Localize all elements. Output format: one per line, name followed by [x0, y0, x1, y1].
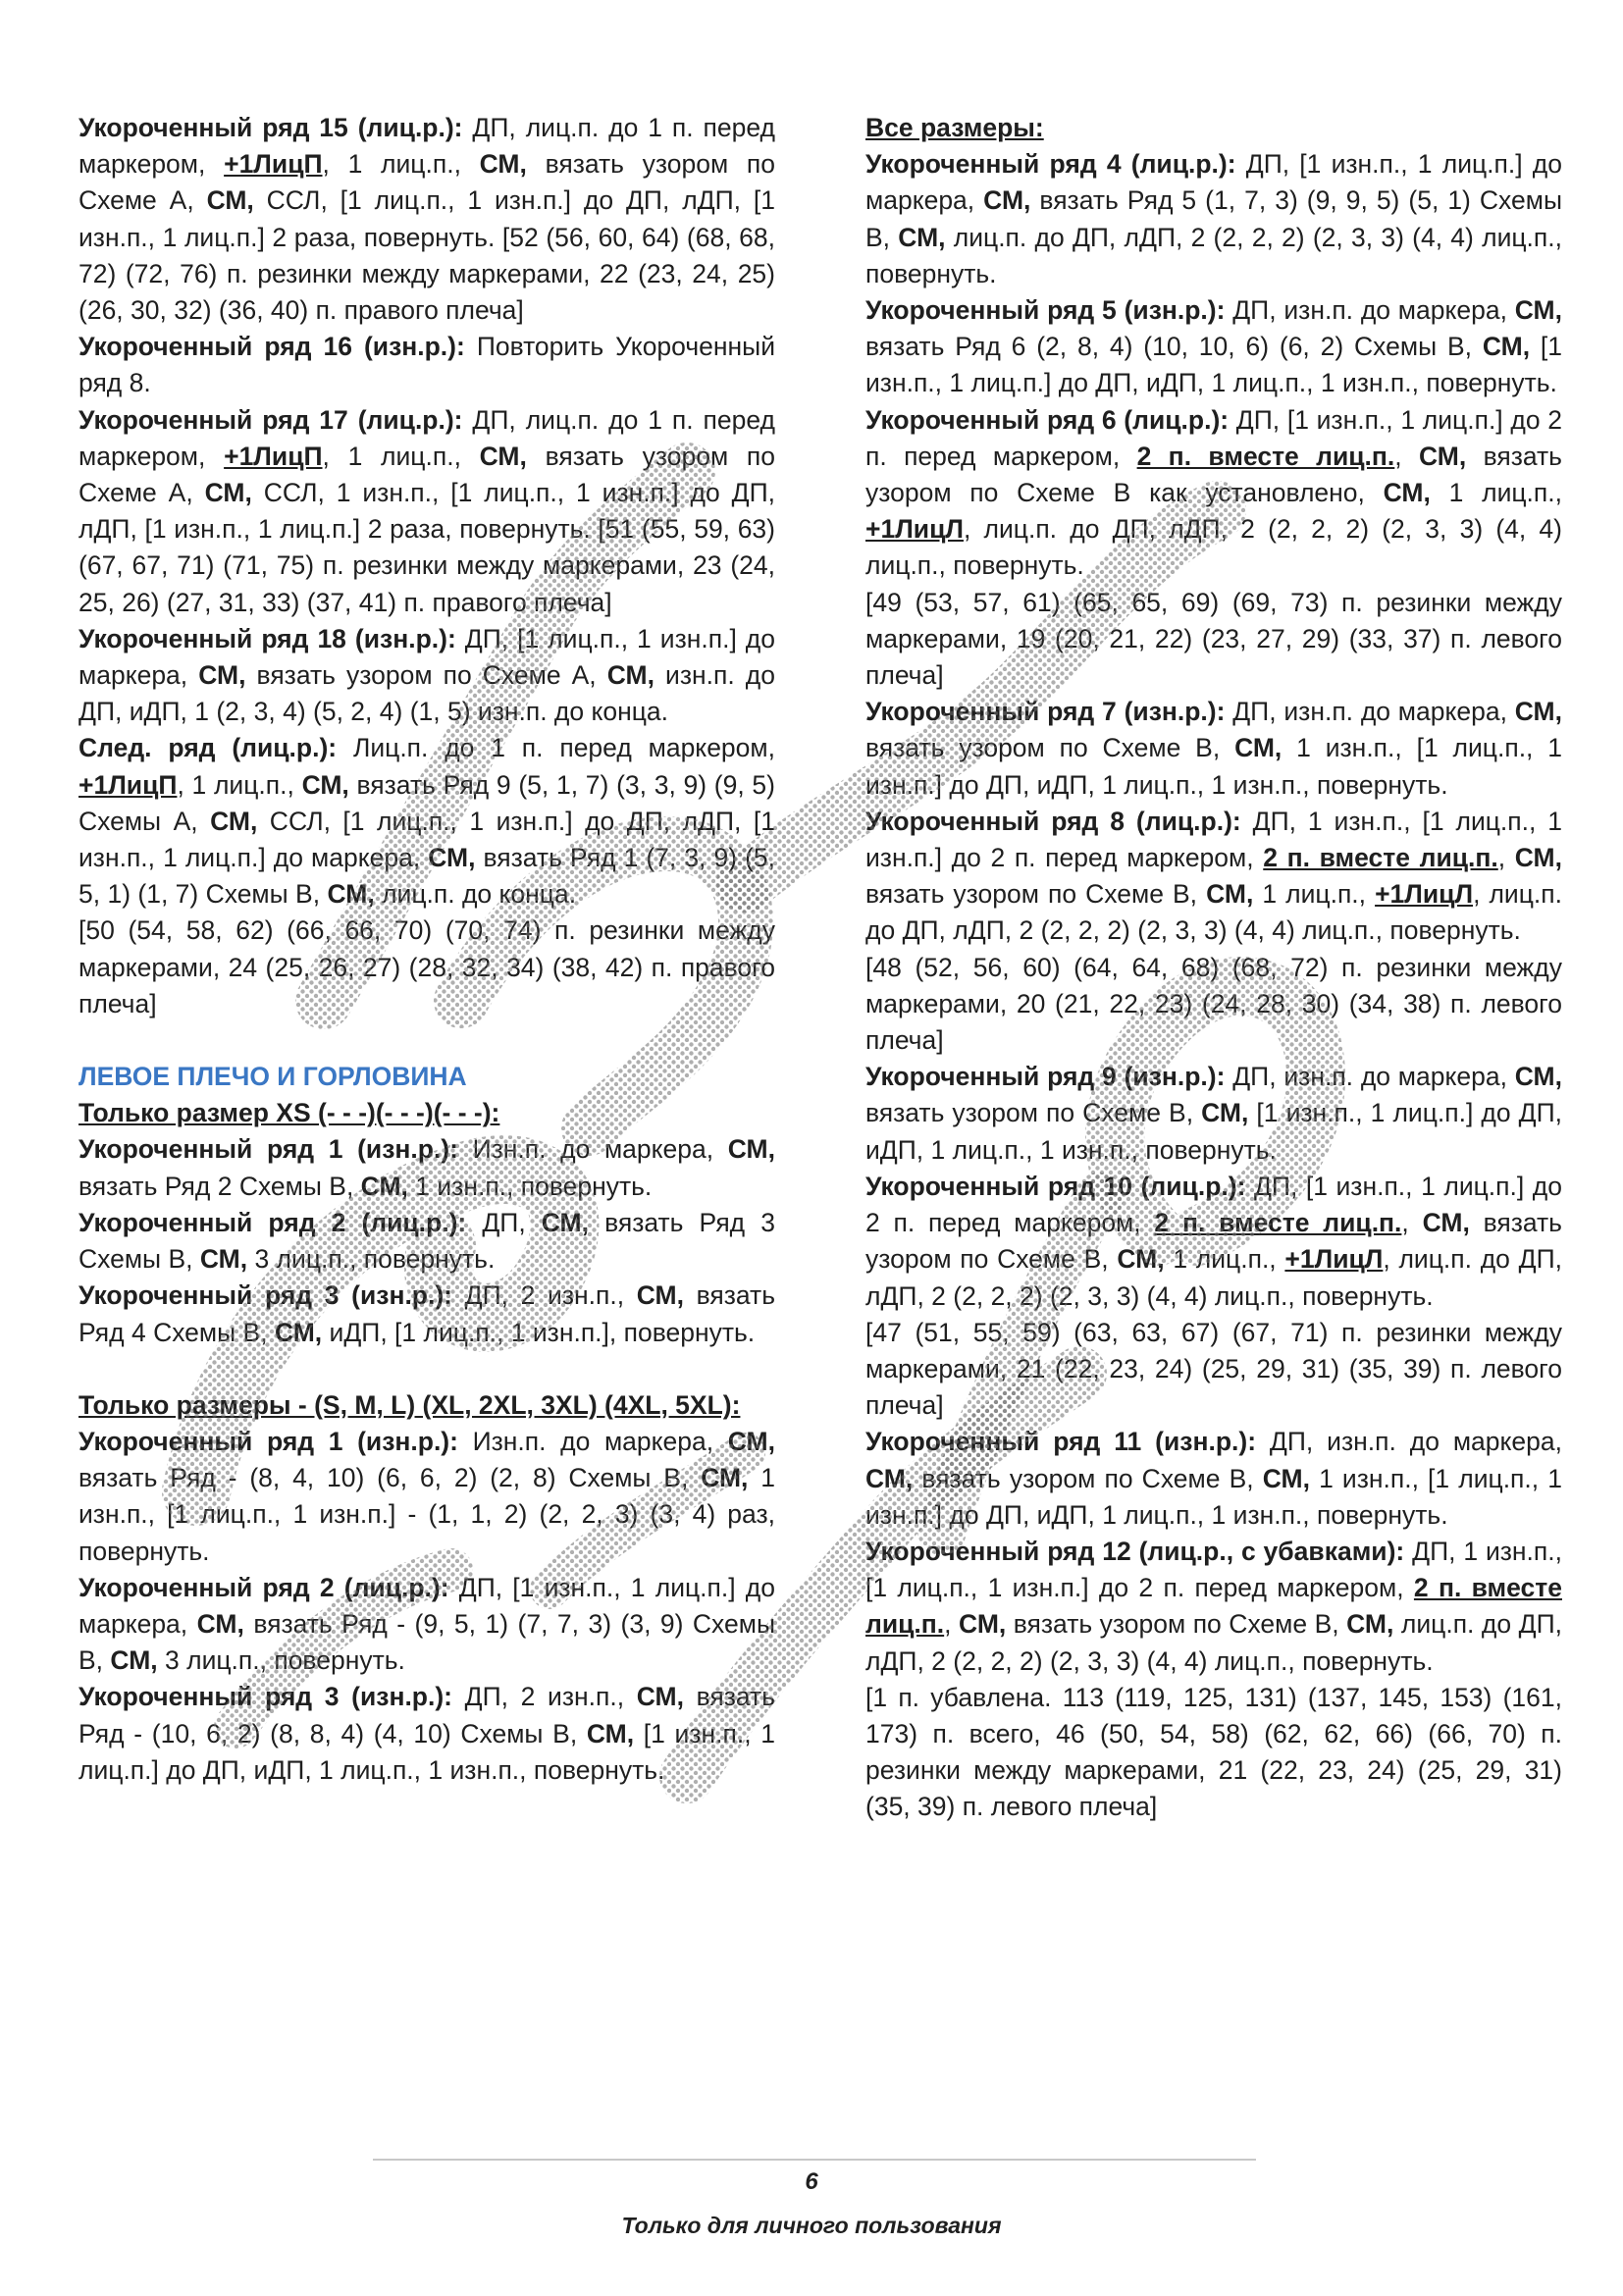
footer-note: Только для личного пользования — [621, 2213, 1002, 2238]
page-number: 6 — [805, 2168, 818, 2195]
row-12-paragraph: Укороченный ряд 12 (лиц.р., с убавками): ДП, 1 изн.п., [1 лиц.п., 1 изн.п.] до 2 п. перед маркером, 2 п. вместе лиц.п., СМ, вязать узором по Схеме В, СМ, лиц.п. до ДП, лДП, 2 (2, 2, 2) (2, 3, 3) (4, 4) лиц.п., повернуть. — [865, 1536, 1562, 1676]
row-12-count-note: [1 п. убавлена. 113 (119, 125, 131) (137, 145, 153) (161, 173) п. всего, 46 (50, 54, 58) (62, 62, 66) (66, 70) п. резинки между маркерами, 21 (22, 23, 24) (25, 29, 31) (35, 39) п. левого плеча] — [865, 1682, 1562, 1822]
row-8-paragraph: Укороченный ряд 8 (лиц.р.): ДП, 1 изн.п., [1 лиц.п., 1 изн.п.] до 2 п. перед маркером, 2 п. вместе лиц.п., СМ, вязать узором по Схеме В, СМ, 1 лиц.п., +1ЛицЛ, лиц.п. до ДП, лДП, 2 (2, 2, 2) (2, 3, 3) (4, 4) лиц.п., повернуть. — [865, 806, 1562, 946]
row-5-paragraph: Укороченный ряд 5 (изн.р.): ДП, изн.п. до маркера, СМ, вязать Ряд 6 (2, 8, 4) (10, 10, 6) (6, 2) Схемы В, СМ, [1 изн.п., 1 лиц.п.] до ДП, иДП, 1 лиц.п., 1 изн.п., повернуть. — [865, 295, 1562, 398]
footer-divider — [373, 2159, 1256, 2161]
row-10-paragraph: Укороченный ряд 10 (лиц.р.): ДП, [1 изн.п., 1 лиц.п.] до 2 п. перед маркером, 2 п. вместе лиц.п., СМ, вязать узором по Схеме В, СМ, 1 лиц.п., +1ЛицЛ, лиц.п. до ДП, лДП, 2 (2, 2, 2) (2, 3, 3) (4, 4) лиц.п., повернуть. — [865, 1171, 1562, 1311]
row-11-paragraph: Укороченный ряд 11 (изн.р.): ДП, изн.п. до маркера, СМ, вязать узором по Схеме В, СМ, 1 изн.п., [1 лиц.п., 1 изн.п.] до ДП, иДП, 1 лиц.п., 1 изн.п., повернуть. — [865, 1427, 1562, 1530]
left-column — [79, 110, 775, 1789]
row-17-paragraph: Укороченный ряд 17 (лиц.р.): ДП, лиц.п. до 1 п. перед маркером, +1ЛицП, 1 лиц.п., СМ, вязать узором по Схеме А, СМ, ССЛ, 1 изн.п., [1 лиц.п., 1 изн.п.] до ДП, лДП, [1 изн.п., 1 лиц.п.] 2 раза, повернуть. [51 (55, 59, 63) (67, 67, 71) (71, 75) п. резинки между маркерами, 23 (24, 25, 26) (27, 31, 33) (37, 41) п. правого плеча] — [79, 404, 775, 617]
row-4-paragraph: Укороченный ряд 4 (лиц.р.): ДП, [1 изн.п., 1 лиц.п.] до маркера, СМ, вязать Ряд 5 (1, 7, 3) (9, 9, 5) (5, 1) Схемы В, СМ, лиц.п. до ДП, лДП, 2 (2, 2, 2) (2, 3, 3) (4, 4) лиц.п., повернуть. — [865, 149, 1562, 288]
section-heading: ЛЕВОЕ ПЛЕЧО И ГОРЛОВИНА — [79, 1062, 467, 1092]
row-7-paragraph: Укороченный ряд 7 (изн.р.): ДП, изн.п. до маркера, СМ, вязать узором по Схеме В, СМ, 1 изн.п., [1 лиц.п., 1 изн.п.] до ДП, иДП, 1 лиц.п., 1 изн.п., повернуть. — [865, 697, 1563, 800]
right-column — [865, 110, 1562, 1826]
row-16-paragraph: Укороченный ряд 16 (изн.р.): Повторить Укороченный ряд 8. — [79, 332, 775, 398]
xs-size-heading: Только размер XS (- - -)(- - -)(- - -): — [79, 1098, 500, 1128]
sizes-row-3-paragraph: Укороченный ряд 3 (изн.р.): ДП, 2 изн.п., СМ, вязать Ряд - (10, 6, 2) (8, 8, 4) (4, 10) Схемы В, СМ, [1 изн.п., 1 лиц.п.] до ДП, иДП, 1 лиц.п., 1 изн.п., повернуть. — [79, 1682, 775, 1785]
row-6-paragraph: Укороченный ряд 6 (лиц.р.): ДП, [1 изн.п., 1 лиц.п.] до 2 п. перед маркером, 2 п. вместе лиц.п., СМ, вязать узором по Схеме В как установлено, СМ, 1 лиц.п., +1ЛицЛ, лиц.п. до ДП, лДП, 2 (2, 2, 2) (2, 3, 3) (4, 4) лиц.п., повернуть. — [865, 404, 1562, 581]
row-9-paragraph: Укороченный ряд 9 (изн.р.): ДП, изн.п. до маркера, СМ, вязать узором по Схеме В, СМ, [1 изн.п., 1 лиц.п.] до ДП, иДП, 1 лиц.п., 1 изн.п., повернуть. — [865, 1062, 1563, 1165]
sizes-row-2-paragraph: Укороченный ряд 2 (лиц.р.): ДП, [1 изн.п., 1 лиц.п.] до маркера, СМ, вязать Ряд - (9, 5, 1) (7, 7, 3) (3, 9) Схемы В, СМ, 3 лиц.п., повернуть. — [79, 1572, 776, 1676]
row-8-count-note: [48 (52, 56, 60) (64, 64, 68) (68, 72) п. резинки между маркерами, 20 (21, 22, 23) (24, 28, 30) (34, 38) п. левого плеча] — [865, 952, 1562, 1056]
stitch-count-note: [50 (54, 58, 62) (66, 66, 70) (70, 74) п. резинки между маркерами, 24 (25, 26, 27) (28, 32, 34) (38, 42) п. правого плеча] — [79, 915, 775, 1018]
xs-row-1-paragraph: Укороченный ряд 1 (изн.р.): Изн.п. до маркера, СМ, вязать Ряд 2 Схемы В, СМ, 1 изн.п., повернуть. — [79, 1134, 775, 1201]
row-6-count-note: [49 (53, 57, 61) (65, 65, 69) (69, 73) п. резинки между маркерами, 19 (20, 21, 22) (23, 27, 29) (33, 37) п. левого плеча] — [865, 587, 1562, 691]
sizes-row-1-paragraph: Укороченный ряд 1 (изн.р.): Изн.п. до маркера, СМ, вязать Ряд - (8, 4, 10) (6, 6, 2) (2, 8) Схемы В, СМ, 1 изн.п., [1 лиц.п., 1 изн.п.] - (1, 1, 2) (2, 2, 3) (3, 4) раз, повернуть. — [79, 1426, 775, 1566]
row-18-paragraph: Укороченный ряд 18 (изн.р.): ДП, [1 лиц.п., 1 изн.п.] до маркера, СМ, вязать узором по Схеме А, СМ, изн.п. до ДП, иДП, 1 (2, 3, 4) (5, 2, 4) (1, 5) изн.п. до конца. — [79, 623, 775, 727]
all-sizes-heading: Все размеры: — [865, 113, 1044, 142]
row-15-paragraph: Укороченный ряд 15 (лиц.р.): ДП, лиц.п. до 1 п. перед маркером, +1ЛицП, 1 лиц.п., СМ, вязать узором по Схеме А, СМ, ССЛ, [1 лиц.п., 1 изн.п.] до ДП, лДП, [1 изн.п., 1 лиц.п.] 2 раза, повернуть. [52 (56, 60, 64) (68, 68, 72) (72, 76) п. резинки между маркерами, 22 (23, 24, 25) (26, 30, 32) (36, 40) п. правого плеча] — [79, 113, 775, 326]
row-10-count-note: [47 (51, 55, 59) (63, 63, 67) (67, 71) п. резинки между маркерами, 21 (22, 23, 24) (25, 29, 31) (35, 39) п. левого плеча] — [865, 1317, 1562, 1421]
xs-row-2-paragraph: Укороченный ряд 2 (лиц.р.): ДП, СМ, вязать Ряд 3 Схемы В, СМ, 3 лиц.п., повернуть. — [79, 1207, 775, 1275]
xs-row-3-paragraph: Укороченный ряд 3 (изн.р.): ДП, 2 изн.п., СМ, вязать Ряд 4 Схемы В, СМ, иДП, [1 лиц.п., 1 изн.п.], повернуть. — [79, 1280, 775, 1347]
next-row-paragraph: След. ряд (лиц.р.): Лиц.п. до 1 п. перед маркером, +1ЛицП, 1 лиц.п., СМ, вязать Ряд 9 (5, 1, 7) (3, 3, 9) (9, 5) Схемы А, СМ, ССЛ, [1 лиц.п., 1 изн.п.] до ДП, лДП, [1 изн.п., 1 лиц.п.] до маркера, СМ, вязать Ряд 1 (7, 3, 9) (5, 5, 1) (1, 7) Схемы В, СМ, лиц.п. до конца. — [79, 733, 775, 910]
other-sizes-heading: Только размеры - (S, M, L) (XL, 2XL, 3XL) (4XL, 5XL): — [79, 1389, 741, 1420]
